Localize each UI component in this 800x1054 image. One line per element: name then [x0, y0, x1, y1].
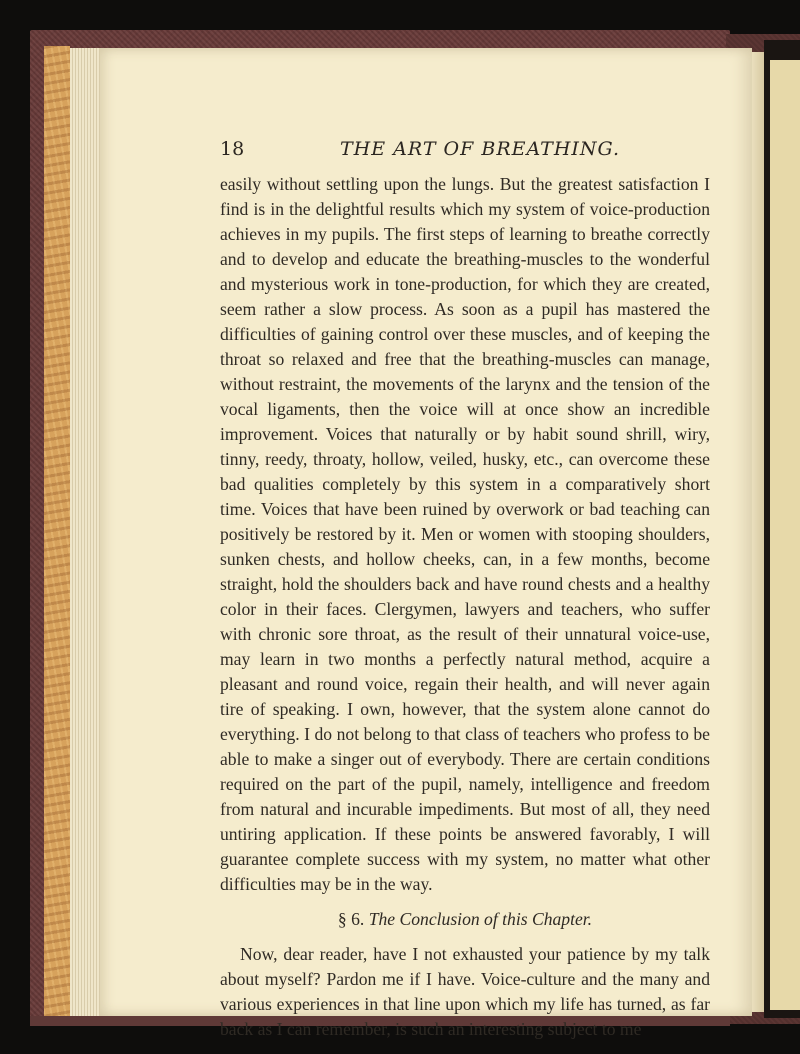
page-number: 18	[220, 138, 245, 160]
page-edges	[70, 48, 100, 1016]
section-title: The Conclusion of this Chapter.	[368, 909, 593, 929]
page-body	[220, 172, 710, 1042]
marbled-endpaper	[44, 46, 70, 1018]
section-number: § 6.	[337, 909, 365, 929]
running-title: THE ART OF BREATHING.	[340, 138, 621, 160]
page-gutter-edge	[752, 52, 764, 1012]
section-heading	[220, 907, 710, 932]
paragraph-1: easily without settling upon the lungs. But the greatest satisfaction I find is in the delightful results which my system of voice-production achieves in my pupils. The first steps of learning to breathe correctly and to develop and educate the breathing-muscles to the wonderful and mysterious work in tone-production, for which they are created, seem rather a slow process. As soon as a pupil has mastered the difficulties of gaining control over these muscles, and of keeping the throat so relaxed and free that the breathing-muscles can manage, without restraint, the movements of the larynx and the tension of the vocal ligaments, then the voice will at once show an incredible improvement. Voices that naturally or by habit sound shrill, wiry, tinny, reedy, throaty, hollow, veiled, husky, etc., can overcome these bad qualities completely by this system in a comparatively short time. Voices that have been ruined by overwork or bad teaching can positively be restored by it. Men or women with stooping shoulders, sunken chests, and hollow cheeks, can, in a few months, become straight, hold the shoulders back and have round chests and a healthy color in their faces. Clergymen, lawyers and teachers, who suffer with chronic sore throat, as the result of their unnatural voice-use, may learn in two months a perfectly natural method, acquire a pleasant and round voice, regain their health, and will never again tire of speaking. I own, however, that the system alone cannot do everything. I do not belong to that class of teachers who profess to be able to make a singer out of everybody. There are certain conditions required on the part of the pupil, namely, intelligence and freedom from natural and incurable impediments. But most of all, they need untiring application. If these points be answered favorably, I will guarantee complete success with my system, no matter what other difficulties may be in the way.	[220, 174, 710, 894]
page-header	[220, 130, 720, 164]
paragraph-2: Now, dear reader, have I not exhausted your patience by my talk about myself? Pardon me if I have. Voice-culture and the many and various experiences in that line upon which my life has turned, as far back as I can remember, is such an interesting subject to me	[220, 944, 710, 1039]
adjacent-page	[770, 60, 800, 1010]
